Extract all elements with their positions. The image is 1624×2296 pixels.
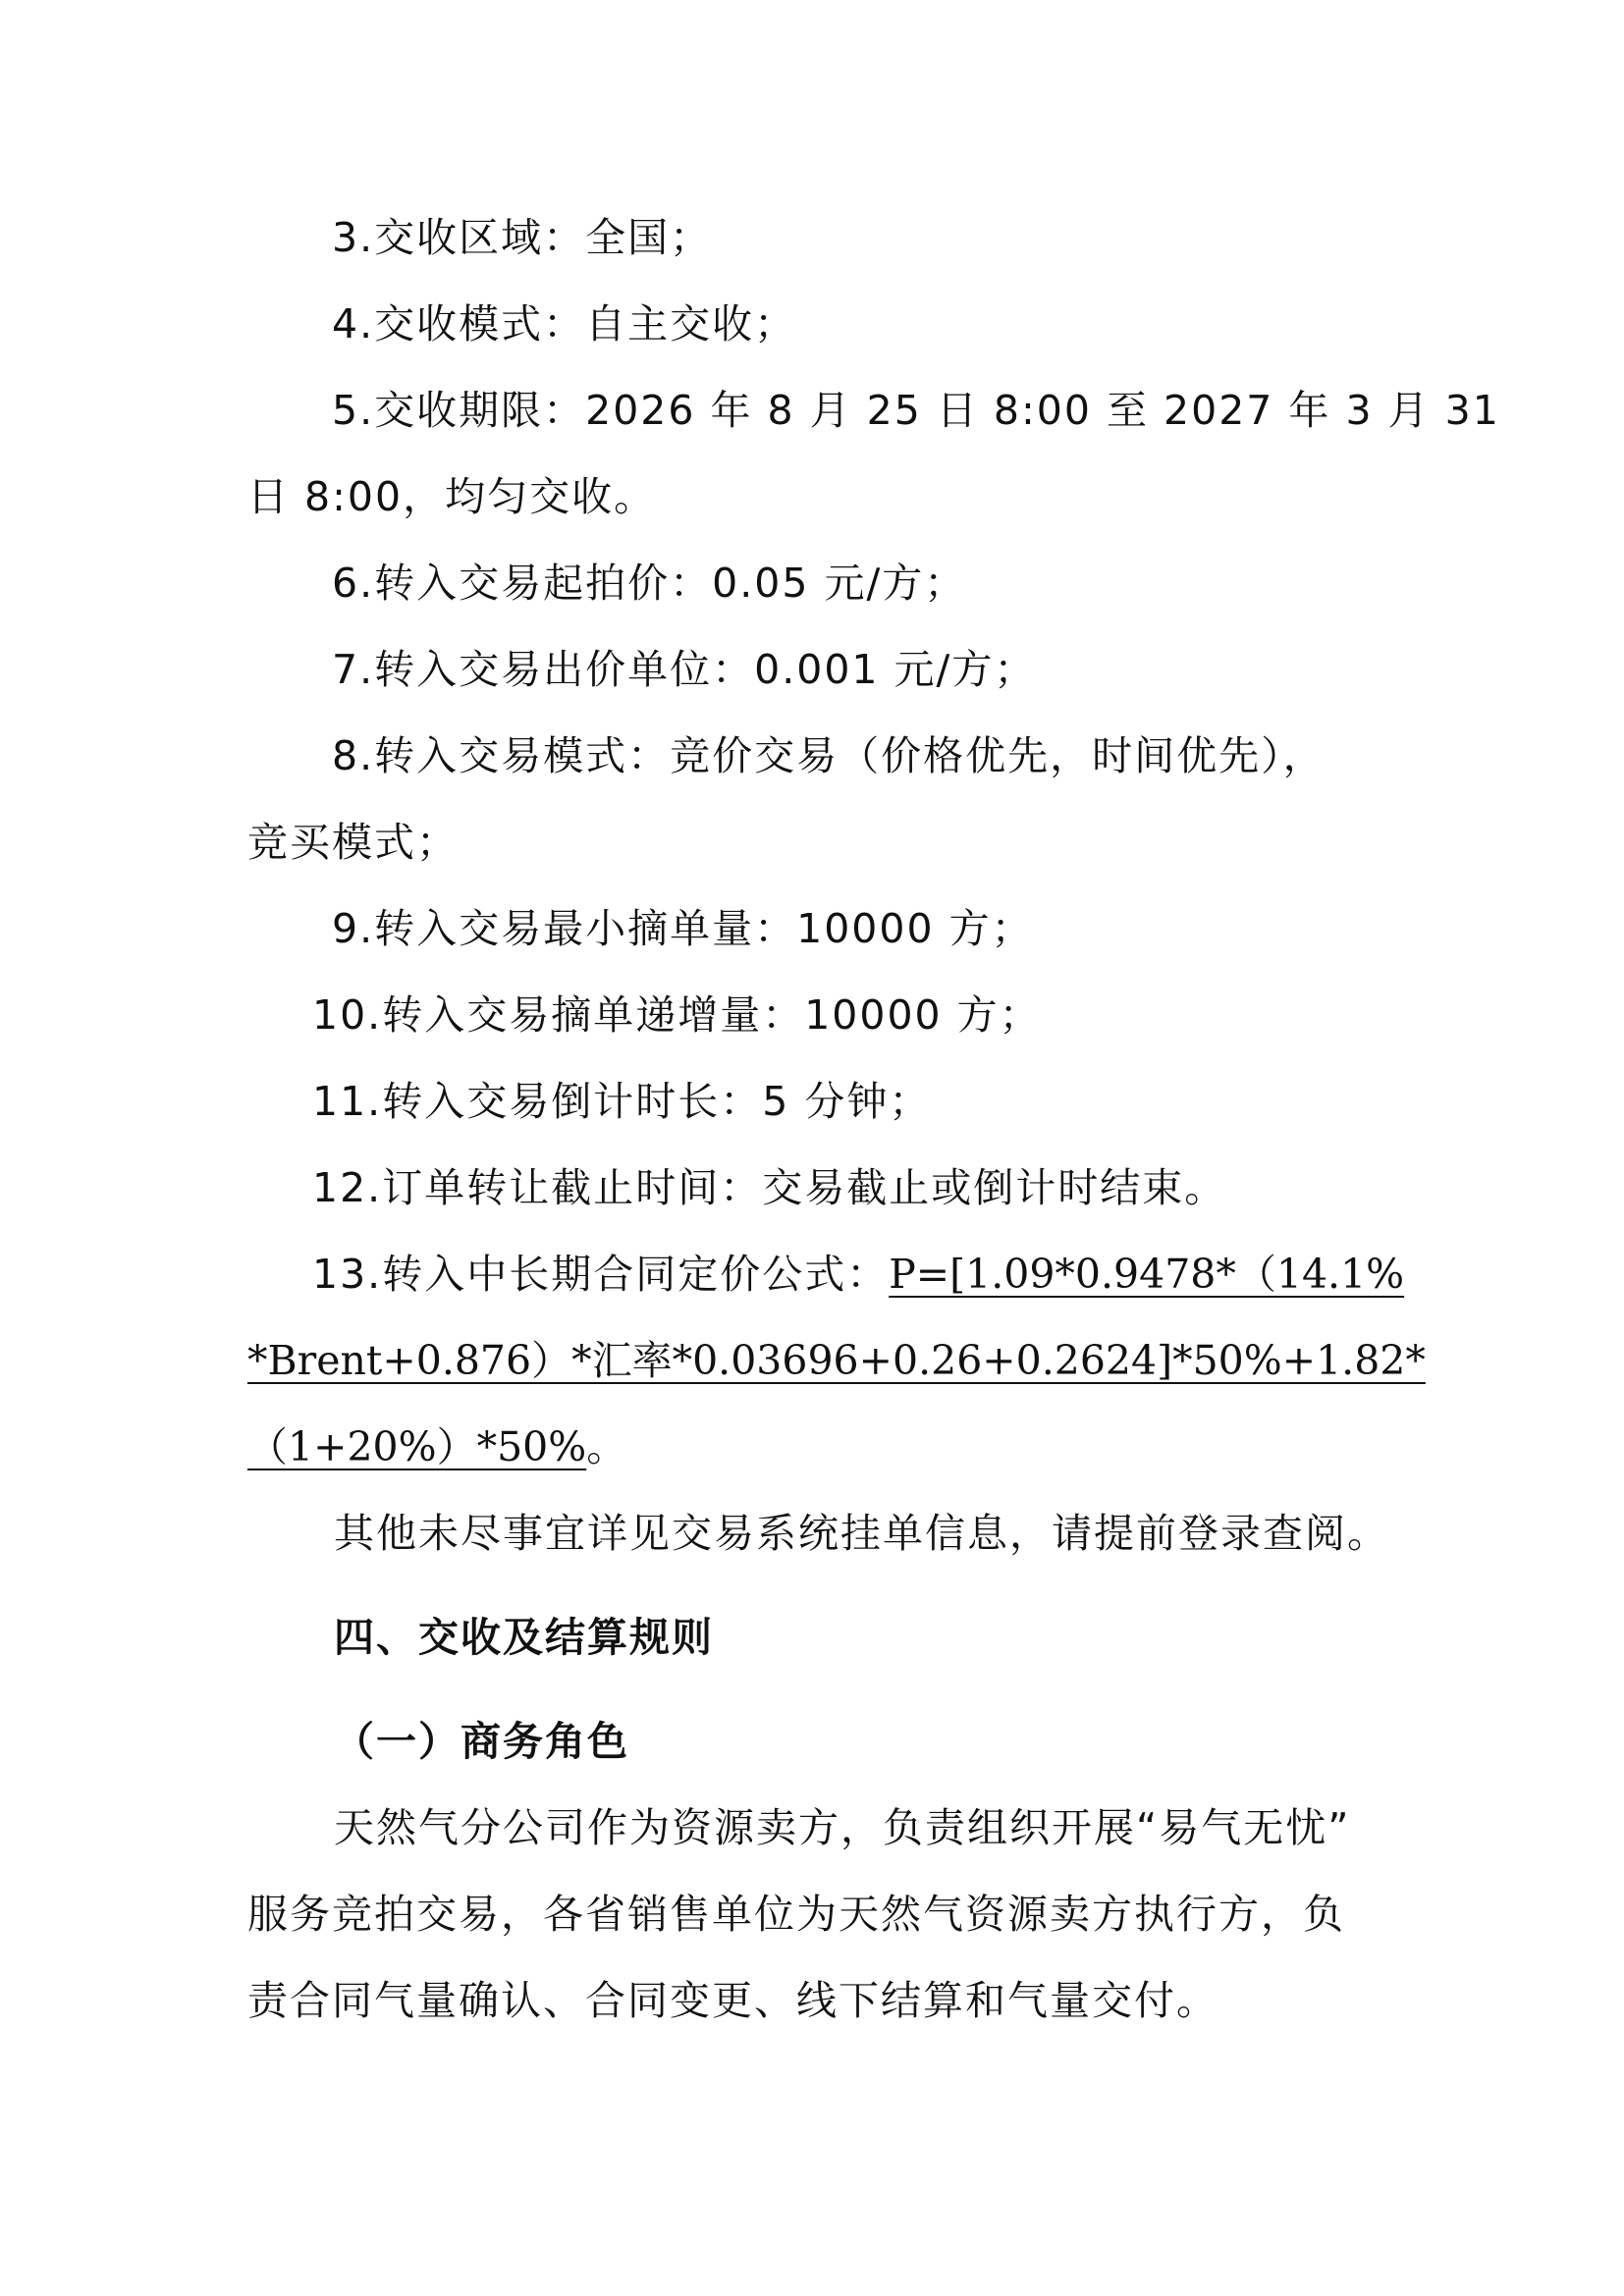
item-13-prefix: 13.转入中长期合同定价公式：	[312, 1251, 890, 1298]
body-paragraph-line-3: 责合同气量确认、合同变更、线下结算和气量交付。	[247, 1977, 1218, 2024]
paragraph-item-13-line-2	[247, 1337, 1426, 1384]
paragraph-item-8-line-1: 8.转入交易模式：竞价交易（价格优先，时间优先），	[332, 732, 1326, 779]
paragraph-item-9: 9.转入交易最小摘单量：10000 方；	[332, 905, 1034, 952]
paragraph-item-13-line-3	[247, 1423, 1386, 1470]
pricing-formula-part-3: （1+20%）*50%	[247, 1423, 587, 1470]
paragraph-item-6: 6.转入交易起拍价：0.05 元/方；	[332, 560, 967, 607]
section-heading: 四、交收及结算规则	[334, 1614, 714, 1661]
item-13-suffix: 。	[586, 1423, 629, 1470]
paragraph-item-12: 12.订单转让截止时间：交易截止或倒计时结束。	[312, 1164, 1227, 1211]
paragraph-item-5-line-1: 5.交收期限：2026 年 8 月 25 日 8:00 至 2027 年 3 月 31	[332, 387, 1500, 434]
body-paragraph-line-1: 天然气分公司作为资源卖方，负责组织开展“易气无忧”	[334, 1804, 1351, 1851]
paragraph-item-3: 3.交收区域：全国；	[332, 214, 713, 261]
paragraph-item-8-line-2: 竞买模式；	[247, 819, 459, 866]
paragraph-item-7: 7.转入交易出价单位：0.001 元/方；	[332, 646, 1037, 693]
paragraph-item-11: 11.转入交易倒计时长：5 分钟；	[312, 1078, 932, 1125]
pricing-formula-part-1: P=[1.09*0.9478*（14.1%	[889, 1251, 1405, 1298]
subsection-heading: （一）商务角色	[334, 1718, 629, 1765]
paragraph-other-info: 其他未尽事宜详见交易系统挂单信息，请提前登录查阅。	[334, 1510, 1389, 1557]
pricing-formula-part-2: *Brent+0.876）*汇率*0.03696+0.26+0.2624]*50%+1.82*	[247, 1337, 1426, 1384]
paragraph-item-13-line-1	[312, 1251, 1451, 1298]
paragraph-item-5-line-2: 日 8:00，均匀交收。	[247, 473, 657, 520]
body-paragraph-line-2: 服务竞拍交易，各省销售单位为天然气资源卖方执行方，负	[247, 1891, 1345, 1938]
paragraph-item-4: 4.交收模式：自主交收；	[332, 300, 797, 347]
paragraph-item-10: 10.转入交易摘单递增量：10000 方；	[312, 991, 1042, 1039]
